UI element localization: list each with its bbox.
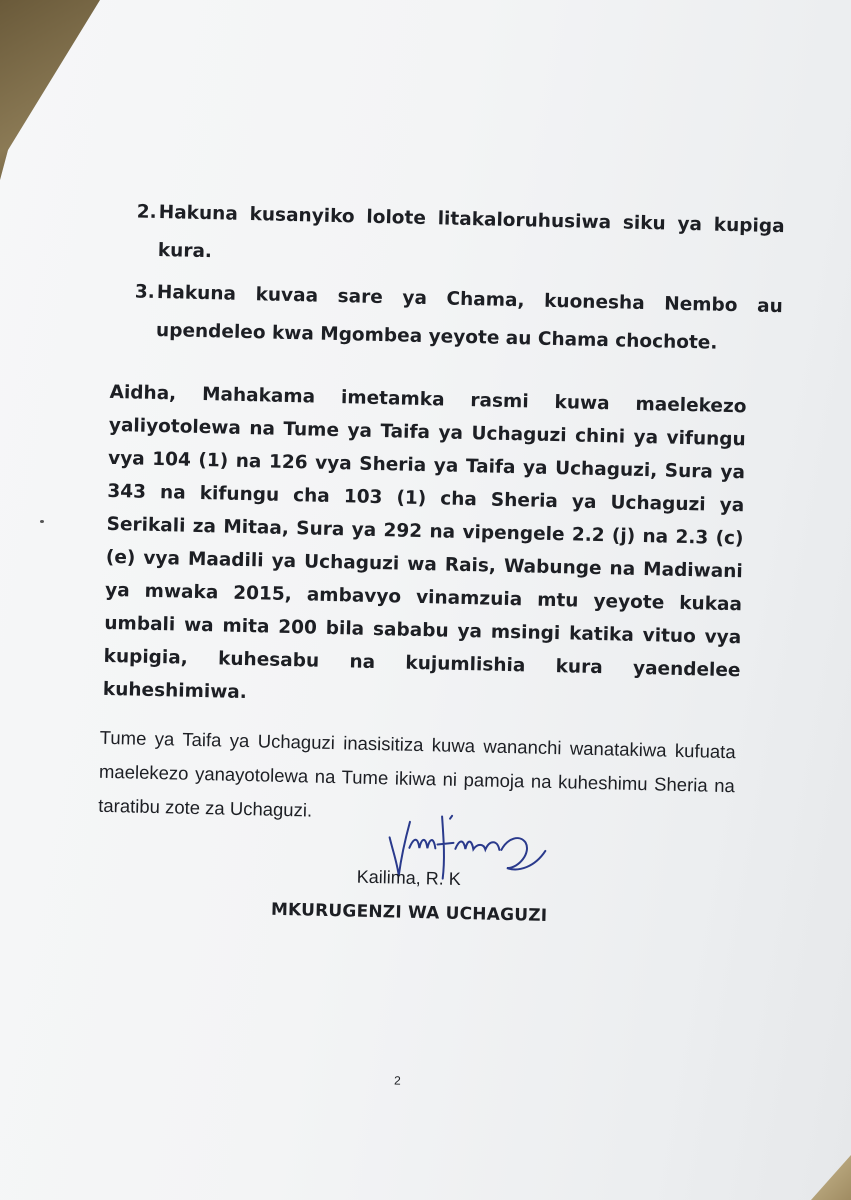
list-text: Hakuna kuvaa sare ya Chama, kuonesha Nembo au upendeleo kwa Mgombea yeyote au Chama chochote.: [155, 281, 783, 354]
page-number: 2: [393, 1073, 401, 1088]
signatory-name: Kailima, R. K: [356, 866, 461, 889]
list-item-2: [135, 193, 785, 284]
court-ruling-paragraph: Aidha, Mahakama imetamka rasmi kuwa maelekezo yaliyotolewa na Tume ya Taifa ya Uchaguzi chini ya vifungu vya 104 (1) na 126 vya Sheria ya Taifa ya Uchaguzi, Sura ya 343 na kifungu cha 103 (1) cha Sheria ya Uchaguzi ya Serikali za Mitaa, Sura ya 292 na vipengele 2.2 (j) na 2.3 (c) (e) vya Maadili ya Uchaguzi wa Rais, Wabunge na Madiwani ya mwaka 2015, ambavyo vinamzuia mtu yeyote kukaa umbali wa mita 200 bila sababu ya msingi katika vituo vya kupigia, kuhesabu na kujumlishia kura yaendelee kuheshimiwa.: [102, 381, 747, 704]
paper-speck: [40, 520, 44, 523]
list-text: Hakuna kusanyiko lolote litakaloruhusiwa siku ya kupiga kura.: [157, 201, 785, 263]
list-number: 3.: [134, 281, 156, 303]
signatory-title: MKURUGENZI WA UCHAGUZI: [270, 899, 548, 926]
list-number: 2.: [136, 201, 157, 223]
list-item-3: [134, 273, 784, 364]
instruction-paragraph: Tume ya Taifa ya Uchaguzi inasisitiza kuwa wananchi wanatakiwa kufuata maelekezo yanayotolewa na Tume ikiwa ni pamoja na kuheshimu Sheria na taratibu zote za Uchaguzi.: [98, 726, 736, 821]
